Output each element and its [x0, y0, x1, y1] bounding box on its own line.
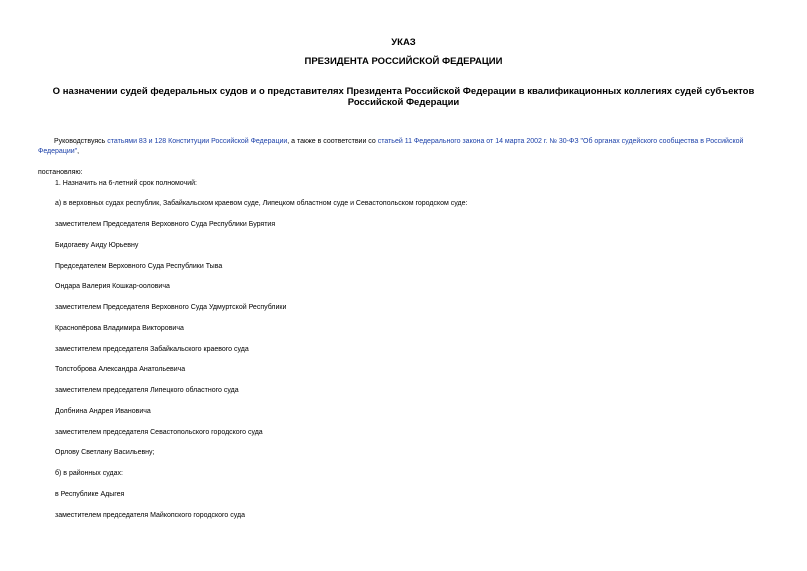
federal-law-link[interactable]: статьей 11 Федерального закона от 14 марта 2002 г. № 30-ФЗ "Об органах судейского сообщества в Российской Федерации": [38, 138, 744, 155]
appointment-line: Орлову Светлану Васильевну;: [55, 449, 155, 456]
appointment-line: заместителем Председателя Верховного Суда Республики Бурятия: [55, 221, 276, 228]
appointment-line: Краснопёрова Владимира Викторовича: [55, 325, 184, 332]
appointment-line: заместителем председателя Липецкого областного суда: [55, 387, 239, 394]
preamble-paragraph: [38, 137, 773, 157]
appointment-line: заместителем Председателя Верховного Суда Удмуртской Республики: [55, 304, 287, 311]
item-1b: б) в районных судах:: [55, 470, 123, 477]
appointment-line: заместителем председателя Забайкальского краевого суда: [55, 346, 249, 353]
decree-title: О назначении судей федеральных судов и о представителях Президента Российской Федерации в квалификационных коллегиях судей субъектов Российской Федерации: [52, 86, 755, 108]
preamble-text-middle: , а также в соответствии со: [287, 138, 378, 145]
appointment-line: Ондара Валерия Кошкар-ооловича: [55, 283, 170, 290]
item-1a: а) в верховных судах республик, Забайкальском краевом суде, Липецком областном суде и Севастопольском городском суде:: [55, 200, 468, 207]
constitution-link[interactable]: статьями 83 и 128 Конституции Российской Федерации: [107, 138, 288, 145]
preamble-text-before: Руководствуясь: [54, 138, 108, 145]
appointment-line: Долбнина Андрея Ивановича: [55, 408, 151, 415]
region-line: в Республике Адыгея: [55, 491, 125, 498]
preamble-text-after: ,: [77, 148, 80, 155]
appointment-line: Председателем Верховного Суда Республики Тыва: [55, 263, 223, 270]
item-1: 1. Назначить на 6-летний срок полномочий:: [55, 180, 197, 187]
appointment-line: заместителем председателя Севастопольского городского суда: [55, 429, 263, 436]
decree-issuer: ПРЕЗИДЕНТА РОССИЙСКОЙ ФЕДЕРАЦИИ: [304, 56, 503, 67]
appointment-line: Толстоброва Александра Анатольевича: [55, 366, 186, 373]
decree-heading: УКАЗ: [391, 37, 416, 48]
appointment-line: Бидогаеву Аиду Юрьевну: [55, 242, 139, 249]
appointment-line: заместителем председателя Майкопского городского суда: [55, 512, 245, 519]
postanovlyayu-text: постановляю:: [38, 169, 83, 176]
